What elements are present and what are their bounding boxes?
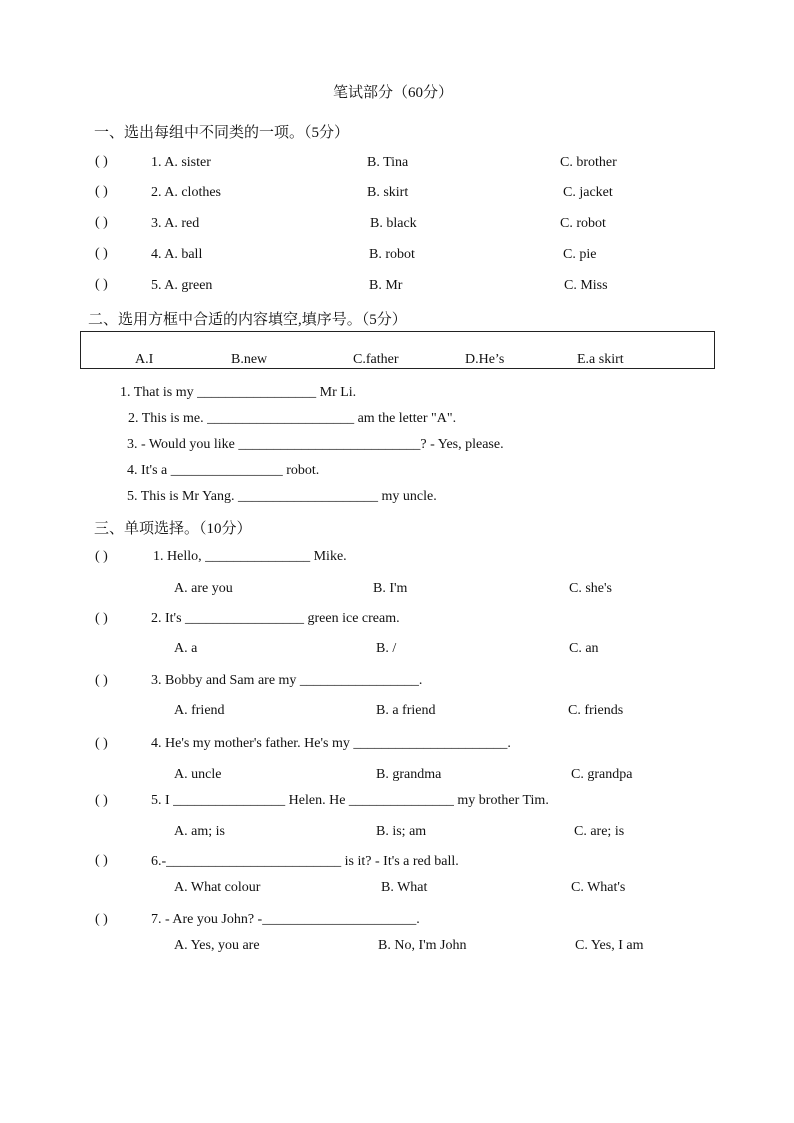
answer-blank[interactable]: ( ) bbox=[95, 549, 108, 564]
option-b: B. Tina bbox=[367, 155, 409, 170]
question-text: 5. I ________________ Helen. He _______________ my brother Tim. bbox=[151, 793, 549, 808]
option-b: B. grandma bbox=[376, 767, 442, 782]
option-a: 4. A. ball bbox=[151, 247, 203, 262]
fill-in-sentence: 4. It's a ________________ robot. bbox=[127, 463, 320, 478]
option-c: C. Yes, I am bbox=[575, 938, 644, 953]
question-text: 1. Hello, _______________ Mike. bbox=[153, 549, 347, 564]
option-c: C. friends bbox=[568, 703, 624, 718]
answer-blank[interactable]: ( ) bbox=[95, 673, 108, 688]
question-text: 3. Bobby and Sam are my _________________. bbox=[151, 673, 423, 688]
option-b: B. black bbox=[370, 216, 417, 231]
answer-blank[interactable]: ( ) bbox=[95, 853, 108, 868]
option-c: C. are; is bbox=[574, 824, 625, 839]
answer-blank[interactable]: ( ) bbox=[95, 736, 108, 751]
word-option: C.father bbox=[353, 352, 399, 367]
option-b: B. is; am bbox=[376, 824, 427, 839]
fill-in-sentence: 1. That is my _________________ Mr Li. bbox=[120, 385, 357, 400]
part1-heading: 一、选出每组中不同类的一项。（5分） bbox=[94, 125, 350, 141]
option-a: A. are you bbox=[174, 581, 233, 596]
fill-in-sentence: 5. This is Mr Yang. ____________________ my uncle. bbox=[127, 489, 437, 504]
question-text: 4. He's my mother's father. He's my ______________________. bbox=[151, 736, 511, 751]
option-c: C. What's bbox=[571, 880, 626, 895]
option-a: A. What colour bbox=[174, 880, 261, 895]
option-b: B. skirt bbox=[367, 185, 409, 200]
option-a: A. am; is bbox=[174, 824, 225, 839]
question-text: 2. It's _________________ green ice cream. bbox=[151, 611, 400, 626]
option-b: B. I'm bbox=[373, 581, 408, 596]
option-c: C. jacket bbox=[563, 185, 613, 200]
fill-in-sentence: 3. - Would you like __________________________? - Yes, please. bbox=[127, 437, 504, 452]
option-c: C. brother bbox=[560, 155, 617, 170]
option-a: 2. A. clothes bbox=[151, 185, 221, 200]
option-a: 1. A. sister bbox=[151, 155, 211, 170]
page-title: 笔试部分（60分） bbox=[333, 85, 454, 101]
answer-blank[interactable]: ( ) bbox=[95, 277, 108, 292]
option-b: B. a friend bbox=[376, 703, 436, 718]
word-option: A.I bbox=[135, 352, 154, 367]
option-a: A. friend bbox=[174, 703, 225, 718]
answer-blank[interactable]: ( ) bbox=[95, 611, 108, 626]
option-b: B. / bbox=[376, 641, 397, 656]
option-b: B. What bbox=[381, 880, 428, 895]
option-c: C. she's bbox=[569, 581, 612, 596]
option-b: B. robot bbox=[369, 247, 415, 262]
option-a: 3. A. red bbox=[151, 216, 200, 231]
option-b: B. No, I'm John bbox=[378, 938, 467, 953]
answer-blank[interactable]: ( ) bbox=[95, 912, 108, 927]
word-option: B.new bbox=[231, 352, 268, 367]
answer-blank[interactable]: ( ) bbox=[95, 793, 108, 808]
answer-blank[interactable]: ( ) bbox=[95, 246, 108, 261]
option-c: C. Miss bbox=[564, 278, 608, 293]
option-a: A. Yes, you are bbox=[174, 938, 260, 953]
answer-blank[interactable]: ( ) bbox=[95, 215, 108, 230]
fill-in-sentence: 2. This is me. _____________________ am the letter "A". bbox=[128, 411, 457, 426]
option-a: 5. A. green bbox=[151, 278, 213, 293]
part2-heading: 二、选用方框中合适的内容填空,填序号。（5分） bbox=[88, 312, 407, 328]
option-c: C. pie bbox=[563, 247, 597, 262]
answer-blank[interactable]: ( ) bbox=[95, 184, 108, 199]
option-a: A. uncle bbox=[174, 767, 222, 782]
option-a: A. a bbox=[174, 641, 198, 656]
part3-heading: 三、单项选择。（10分） bbox=[94, 521, 252, 537]
word-option: E.a skirt bbox=[577, 352, 624, 367]
option-c: C. robot bbox=[560, 216, 606, 231]
option-c: C. an bbox=[569, 641, 599, 656]
question-text: 7. - Are you John? -______________________. bbox=[151, 912, 420, 927]
option-b: B. Mr bbox=[369, 278, 403, 293]
option-c: C. grandpa bbox=[571, 767, 633, 782]
question-text: 6.-_________________________ is it? - It's a red ball. bbox=[151, 854, 459, 869]
answer-blank[interactable]: ( ) bbox=[95, 154, 108, 169]
word-option: D.He’s bbox=[465, 352, 505, 367]
